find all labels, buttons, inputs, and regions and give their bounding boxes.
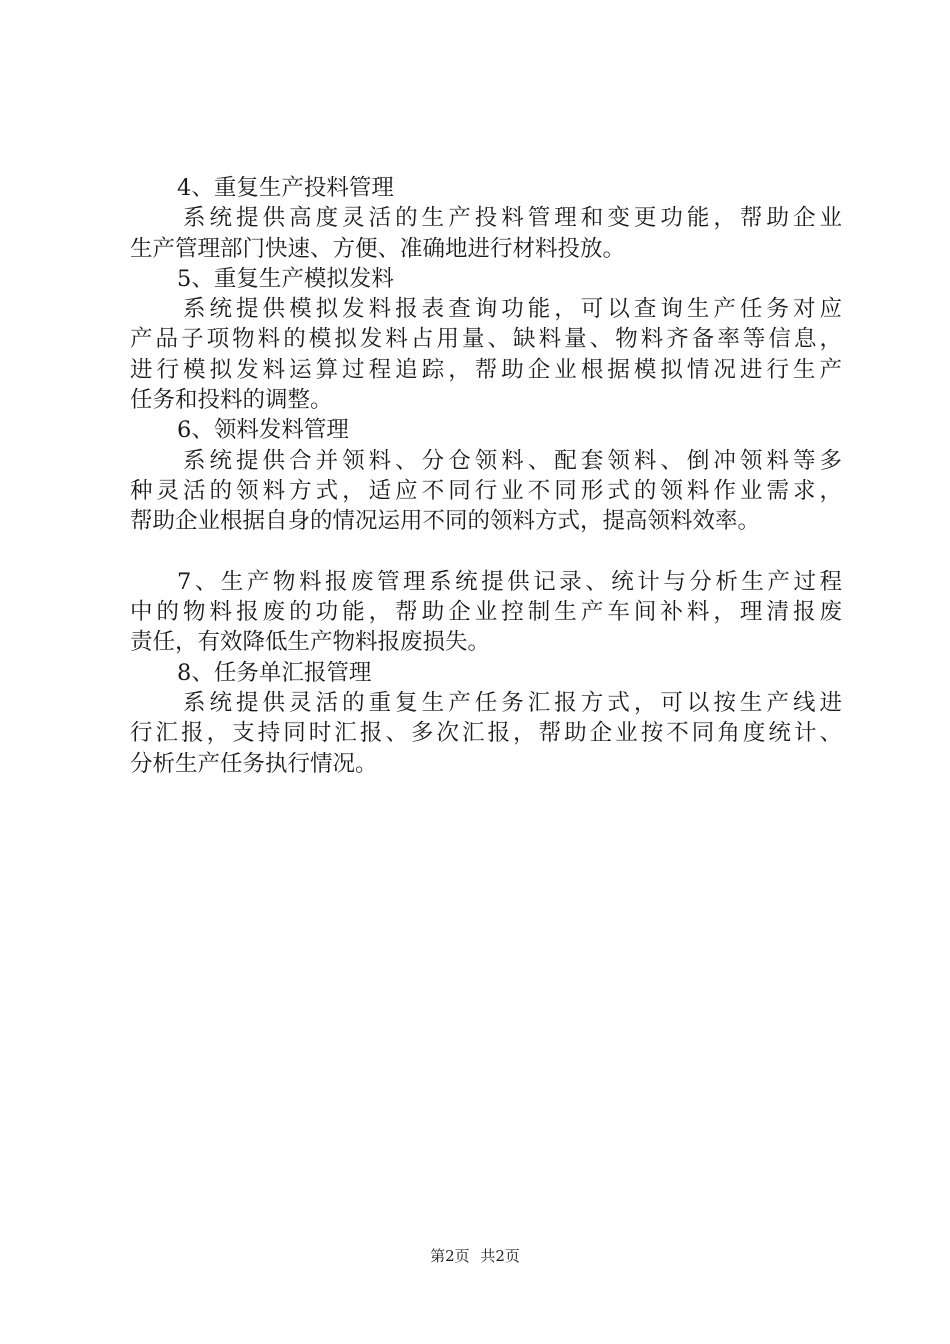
body-line: 系统提供合并领料、分仓领料、配套领料、倒冲领料等多 xyxy=(183,447,842,474)
section-heading: 5、重复生产模拟发料 xyxy=(177,265,394,292)
page-footer xyxy=(0,1245,950,1266)
section-8 xyxy=(130,658,842,779)
body-line: 产品子项物料的模拟发料占用量、缺料量、物料齐备率等信息， xyxy=(130,326,842,353)
document-body xyxy=(130,173,842,779)
paragraph-gap xyxy=(130,537,842,567)
body-line: 7、生产物料报废管理系统提供记录、统计与分析生产过程 xyxy=(177,568,842,595)
body-line: 生产管理部门快速、方便、准确地进行材料投放。 xyxy=(130,235,626,262)
body-line: 系统提供灵活的重复生产任务汇报方式，可以按生产线进 xyxy=(183,690,842,717)
body-line: 责任，有效降低生产物料报废损失。 xyxy=(130,629,491,656)
section-heading: 8、任务单汇报管理 xyxy=(177,659,372,686)
section-7 xyxy=(130,567,842,658)
page-number: 第2页 xyxy=(430,1247,470,1265)
section-5 xyxy=(130,264,842,415)
body-line: 进行模拟发料运算过程追踪，帮助企业根据模拟情况进行生产 xyxy=(130,356,842,383)
section-heading: 4、重复生产投料管理 xyxy=(177,175,394,201)
section-6 xyxy=(130,415,842,536)
body-line: 中的物料报废的功能，帮助企业控制生产车间补料，理清报废 xyxy=(130,599,842,626)
body-line: 行汇报，支持同时汇报、多次汇报，帮助企业按不同角度统计、 xyxy=(130,720,842,747)
body-line: 分析生产任务执行情况。 xyxy=(130,750,378,777)
body-line: 系统提供高度灵活的生产投料管理和变更功能，帮助企业 xyxy=(183,205,842,232)
page-total: 共2页 xyxy=(480,1247,520,1265)
section-heading: 6、领料发料管理 xyxy=(177,417,349,444)
body-line: 系统提供模拟发料报表查询功能，可以查询生产任务对应 xyxy=(183,296,842,323)
body-line: 种灵活的领料方式，适应不同行业不同形式的领料作业需求， xyxy=(130,477,842,504)
body-line: 任务和投料的调整。 xyxy=(130,387,333,414)
section-4 xyxy=(130,173,842,264)
body-line: 帮助企业根据自身的情况运用不同的领料方式，提高领料效率。 xyxy=(130,508,761,535)
